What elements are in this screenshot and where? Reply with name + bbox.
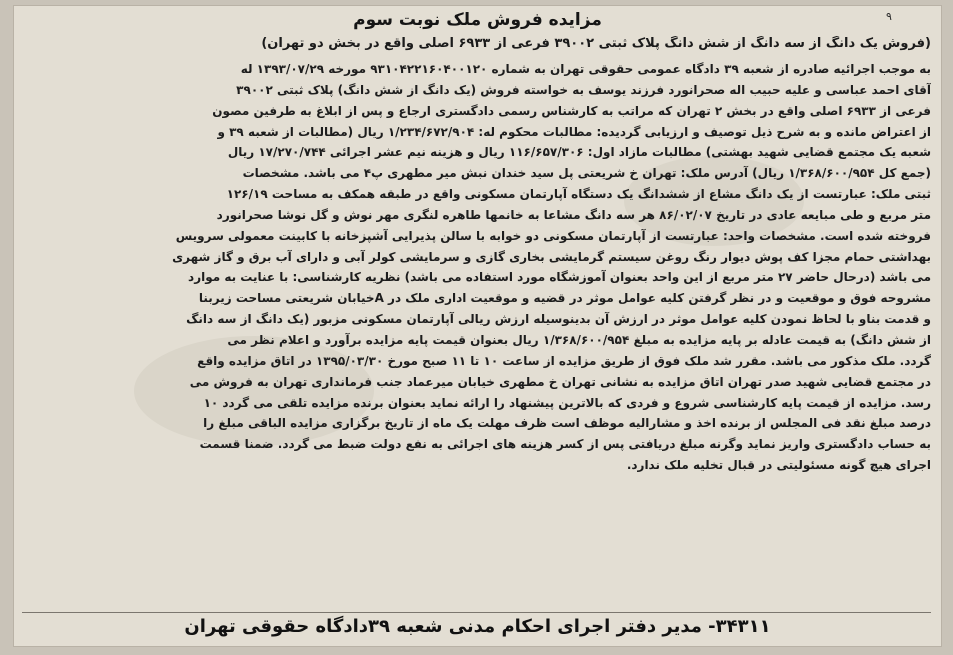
body-line: بهداشتی حمام مجزا کف پوش دیوار رنگ روغن سیستم گرمایشی بخاری گازی و سرمایشی کولر آبی و دارای آب برق و گاز شهری — [172, 249, 931, 264]
body-line: رسد. مزایده از قیمت پایه کارشناسی شروع و فردی که بالاترین پیشنهاد را ارائه نماید بعنوان برنده مزایده تلقی می گردد ۱۰ — [203, 395, 931, 410]
newspaper-clipping — [14, 6, 941, 646]
body-line: به حساب دادگستری واریز نماید وگرنه مبلغ دریافتی پس از کسر هزینه های اجرائی به نفع دولت ضبط می گردد. ضمنا قسمت — [199, 437, 931, 452]
body-line: آقای احمد عباسی و علیه حبیب اله صحرانورد فرزند یوسف به خواسته فروش (یک دانگ از شش دانگ) پلاک ثبتی ۳۹۰۰۲ — [236, 82, 931, 97]
body-line: گردد. ملک مذکور می باشد. مقرر شد ملک فوق از طریق مزایده از ساعت ۱۰ تا ۱۱ صبح مورخ ۱۳۹۵/۰۳/۳۰ در اتاق مزایده واقع — [197, 353, 931, 368]
body-line: فروخته شده است. مشخصات واحد: عبارتست از آپارتمان مسکونی دو خوابه با سالن پذیرایی آشپزخانه با کابینت معمولی سرویس — [175, 228, 931, 243]
body-line: درصد مبلغ نقد فی المجلس از برنده اخذ و مشارالیه موظف است ظرف مهلت یک ماه از تاریخ برگزاری مزایده الباقی مبلغ را — [203, 416, 931, 431]
signature-divider — [22, 612, 931, 613]
body-line: متر مربع و طی مبایعه عادی در تاریخ ۸۶/۰۲/۰۷ هر سه دانگ مشاعا به خانمها طاهره لنگری مهر نوش و گل نوشا صحرانورد — [216, 207, 931, 222]
body-line: شعبه یک مجتمع قضایی شهید بهشتی) مطالبات مازاد اول: ۱۱۶/۶۵۷/۳۰۶ ریال و هزینه نیم عشر اجرائی ۱۷/۲۷۰/۷۴۴ ریال — [227, 145, 931, 160]
body-line: از شش دانگ) به قیمت عادله بر پایه مزایده به مبلغ ۱/۳۶۸/۶۰۰/۹۵۴ ریال بعنوان قیمت پایه مزایده برآورد و اعلام نظر می — [227, 332, 931, 347]
page-number: ۹ — [886, 10, 892, 23]
body-line: ثبتی ملک: عبارتست از یک دانگ مشاع از ششدانگ یک دستگاه آپارتمان مسکونی واقع در طبقه همکف به مساحت ۱۲۶/۱۹ — [226, 187, 931, 202]
notice-title: مزایده فروش ملک نوبت سوم — [353, 10, 602, 30]
notice-body — [22, 59, 931, 476]
body-line: از اعتراض مانده و به شرح ذیل توصیف و ارزیابی گردیده: مطالبات محکوم له: ۱/۲۳۴/۶۷۲/۹۰۴ ریال (مطالبات از شعبه ۳۹ و — [217, 124, 931, 139]
body-line: و قدمت بناو با لحاظ نمودن کلیه عوامل موثر در ارزش آن بدینوسیله ارزش ریالی آپارتمان مسکونی مزبور (یک دانگ از سه دانگ — [186, 312, 931, 327]
body-line: فرعی از ۶۹۳۳ اصلی واقع در بخش ۲ تهران که مراتب به کارشناس رسمی دادگستری ارجاع و پس از ابلاغ به طرفین مصون — [212, 103, 931, 118]
body-line: به موجب اجرائیه صادره از شعبه ۳۹ دادگاه عمومی حقوقی تهران به شماره ۹۳۱۰۴۲۲۱۶۰۴۰۰۱۲۰ مورخه ۱۳۹۳/۰۷/۲۹ له — [240, 62, 931, 76]
notice-subtitle: (فروش یک دانگ از سه دانگ از شش دانگ پلاک ثبتی ۳۹۰۰۲ فرعی از ۶۹۳۳ اصلی واقع در بخش دو تهران) — [261, 36, 931, 51]
body-line: (جمع کل ۱/۳۶۸/۶۰۰/۹۵۴ ریال) آدرس ملک: تهران خ شریعتی پل سید خندان نبش میر مطهری پ۴ می باشد. مشخصات — [242, 166, 931, 181]
body-line: می باشد (درحال حاضر ۲۷ متر مربع از این واحد بعنوان آموزشگاه مورد استفاده می باشد) نظریه کارشناسی: با عنایت به موارد — [188, 270, 931, 285]
body-line: در مجتمع قضایی شهید صدر تهران اتاق مزایده به نشانی تهران خ مطهری خیابان میرعماد جنب فرمانداری تهران به فروش می — [189, 374, 931, 389]
body-line: اجرای هیچ گونه مسئولیتی در قبال تخلیه ملک ندارد. — [626, 458, 931, 473]
signature-line: ۳۴۳۱۱- مدیر دفتر اجرای احکام مدنی شعبه ۳۹دادگاه حقوقی تهران — [184, 616, 771, 637]
body-line: مشروحه فوق و موقعیت و در نظر گرفتن کلیه عوامل موثر در قضیه و موقعیت اداری ملک در Aخیابان شریعتی مساحت زیربنا — [198, 291, 931, 306]
